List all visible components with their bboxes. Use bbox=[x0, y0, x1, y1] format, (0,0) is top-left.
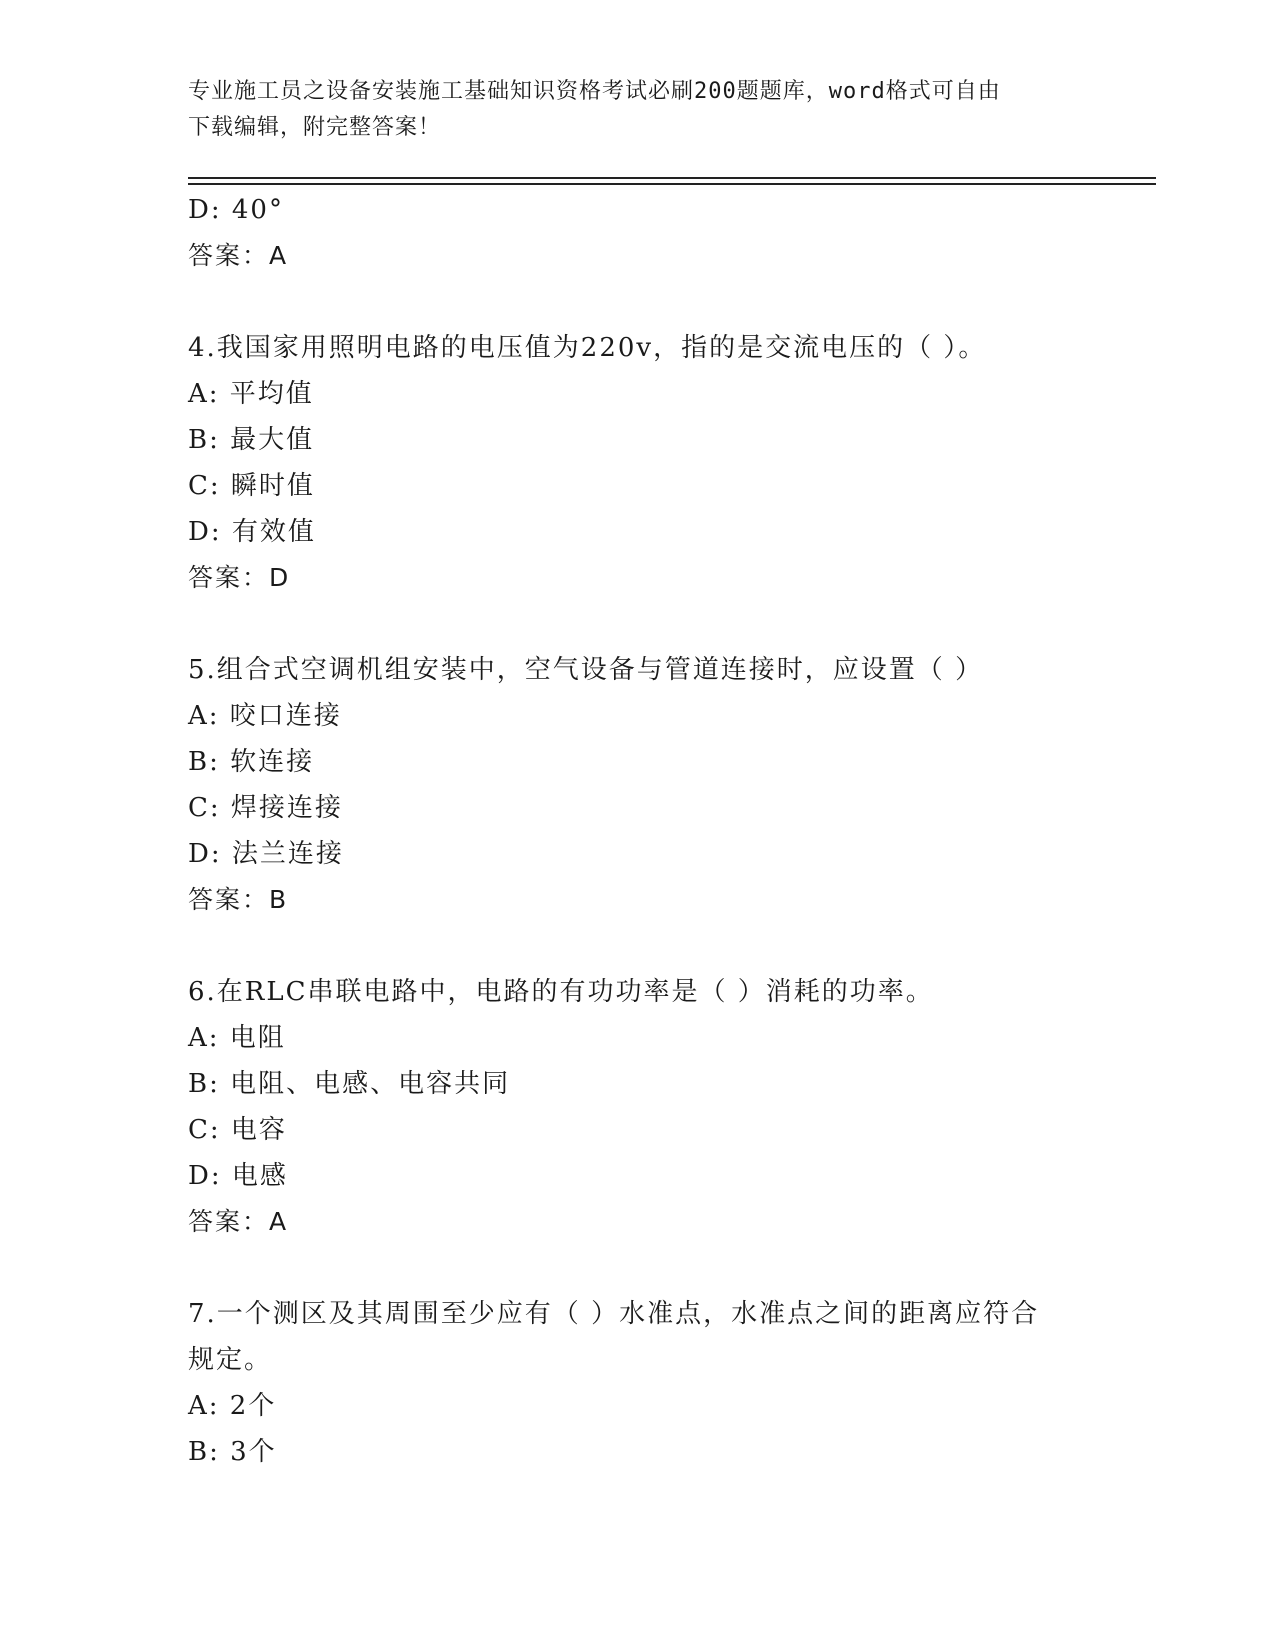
question-stem: 4.我国家用照明电路的电压值为220v，指的是交流电压的（ ）。 bbox=[188, 333, 987, 363]
question-stem-line-2: 规定。 bbox=[188, 1345, 273, 1375]
option-c: C: 电容 bbox=[188, 1115, 287, 1145]
option-d: D: 有效值 bbox=[188, 517, 316, 547]
question-5 bbox=[188, 653, 1088, 917]
question-7 bbox=[188, 1297, 1088, 1469]
option-b: B: 软连接 bbox=[188, 747, 315, 777]
option-a: A: 电阻 bbox=[188, 1023, 286, 1053]
option-a: A: 咬口连接 bbox=[188, 701, 342, 731]
question-stem-line-1: 7.一个测区及其周围至少应有（ ）水准点，水准点之间的距离应符合 bbox=[188, 1299, 1040, 1329]
option-d: D: 法兰连接 bbox=[188, 839, 344, 869]
option-b: B: 最大值 bbox=[188, 425, 315, 455]
option-a: A: 平均值 bbox=[188, 379, 314, 409]
answer-line: 答案：A bbox=[188, 241, 289, 270]
option-b: B: 电阻、电感、电容共同 bbox=[188, 1069, 511, 1099]
option-a: A: 2个 bbox=[188, 1391, 277, 1421]
answer-line: 答案：B bbox=[188, 885, 289, 914]
option-c: C: 焊接连接 bbox=[188, 793, 343, 823]
question-stem: 5.组合式空调机组安装中，空气设备与管道连接时，应设置（ ） bbox=[188, 655, 984, 685]
answer-line: 答案：A bbox=[188, 1207, 289, 1236]
question-stem: 6.在RLC串联电路中，电路的有功功率是（ ）消耗的功率。 bbox=[188, 977, 934, 1007]
header-divider-bottom bbox=[188, 183, 1156, 185]
document-header bbox=[188, 74, 1088, 146]
question-4 bbox=[188, 331, 1088, 595]
header-line-1: 专业施工员之设备安装施工基础知识资格考试必刷200题题库，word格式可自由 bbox=[188, 79, 1001, 104]
option-d: D: 40° bbox=[188, 195, 284, 225]
answer-line: 答案：D bbox=[188, 563, 291, 592]
option-b: B: 3个 bbox=[188, 1437, 277, 1467]
option-d: D: 电感 bbox=[188, 1161, 288, 1191]
header-line-2: 下载编辑，附完整答案！ bbox=[188, 115, 442, 140]
question-list bbox=[188, 193, 1088, 1481]
option-c: C: 瞬时值 bbox=[188, 471, 315, 501]
question-6 bbox=[188, 975, 1088, 1239]
header-divider-top bbox=[188, 177, 1156, 179]
